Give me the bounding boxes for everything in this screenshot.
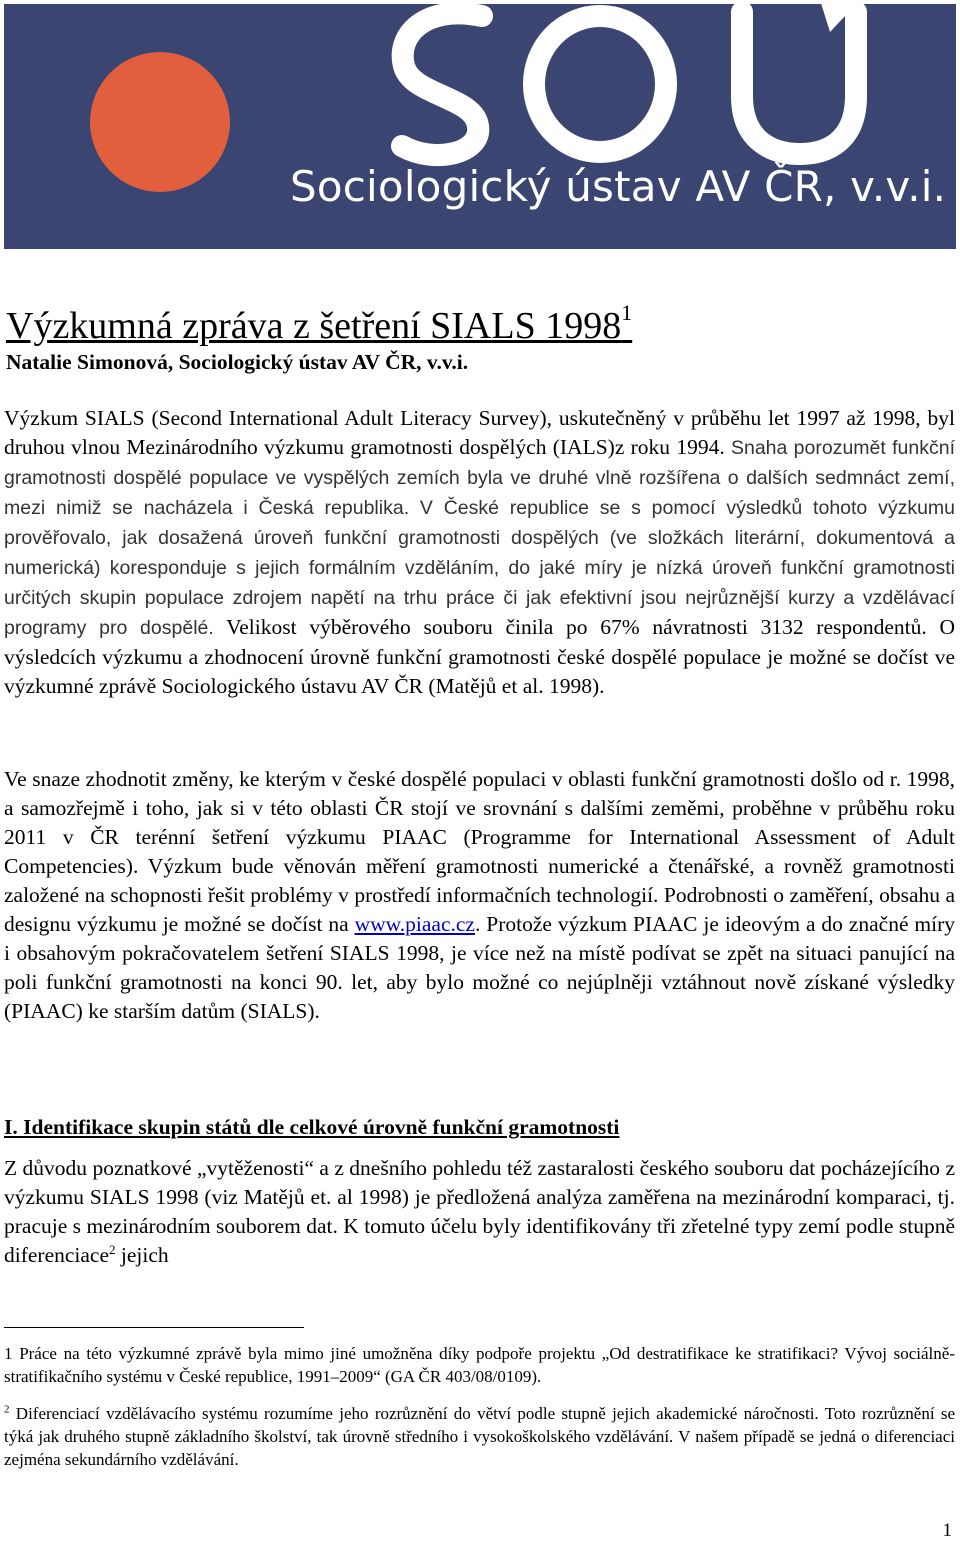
section-paragraph: [4, 1154, 955, 1270]
report-title: [6, 302, 632, 350]
footnote-2: [4, 1402, 955, 1471]
footnote-2-number: 2: [4, 1403, 10, 1416]
page-number: 1: [942, 1520, 952, 1541]
piaac-paragraph: [4, 765, 955, 1026]
title-text: Výzkumná zpráva z šetření SIALS 1998: [6, 305, 622, 347]
footnote-ref-2[interactable]: 2: [109, 1241, 116, 1257]
section-text-before: Z důvodu poznatkové „vytěženosti“ a z dnešního pohledu též zastaralosti českého souboru dat pocházejícího z výzkumu SIALS 1998 (viz Matějů et. al 1998) je předložená analýza zaměřena na mezinárodní komparaci, tj. pracuje s mezinárodním souborem dat. K tomuto účelu byly identifikovány tři zřetelné typy zemí podle stupně diferenciace: [4, 1156, 955, 1267]
section-heading: I. Identifikace skupin států dle celkové úrovně funkční gramotnosti: [4, 1115, 620, 1139]
footnote-divider: [4, 1327, 304, 1328]
author-line: Natalie Simonová, Sociologický ústav AV ČR, v.v.i.: [6, 350, 469, 374]
org-name: Sociologický ústav AV ČR, v.v.i.: [290, 162, 947, 211]
footnote-1-number: 1: [4, 1344, 13, 1363]
footnote-2-text: Diferenciací vzdělávacího systému rozumíme jeho rozrůznění do větví podle stupně jejich akademické náročnosti. Toto rozrůznění se týká jak druhého stupně základního školství, tak úrovně středního i vysokoškolského vzdělávání. V našem případě se jedná o diferenciaci zejména sekundárního vzdělávání.: [4, 1404, 955, 1469]
intro-sentence-3: Velikost výběrového souboru činila po 67% návratnosti 3132 respondentů. O výsledcích výzkumu a zhodnocení úrovně funkční gramotnosti české dospělé populace je možné se dočíst ve výzkumné zprávě Sociologického ústavu AV ČR (Matějů et al. 1998).: [4, 615, 955, 698]
footnote-1-text: Práce na této výzkumné zprávě byla mimo jiné umožněna díky podpoře projektu „Od destratifikace ke stratifikaci? Vývoj sociálně-stratifikačního systému v České republice, 1991–2009“ (GA ČR 403/08/0109).: [4, 1344, 955, 1386]
intro-paragraph: [4, 404, 955, 701]
piaac-link[interactable]: www.piaac.cz: [354, 912, 475, 936]
piaac-text-before: Ve snaze zhodnotit změny, ke kterým v české dospělé populaci v oblasti funkční gramotnosti došlo od r. 1998, a samozřejmě i toho, jak si v této oblasti ČR stojí ve srovnání s dalšími zeměmi, proběhne v průběhu roku 2011 v ČR terénní šetření výzkumu PIAAC (Programme for International Assessment of Adult Competencies). Výzkum bude věnován měření gramotnosti numerické a čtenářské, a rovněž gramotnosti založené na schopnosti řešit problémy v prostředí informačních technologií. Podrobnosti o zaměření, obsahu a designu výzkumu je možné se dočíst na: [4, 767, 955, 936]
footnote-1: [4, 1342, 955, 1388]
header-banner: [4, 4, 956, 249]
intro-sentence-2: Snaha porozumět funkční gramotnosti dospělé populace ve vyspělých zemích byla ve druhé vlně rozšířena o dalších sedmnáct zemí, mezi nimiž se nacházela i Česká republika. V České republice se s pomocí výsledků tohoto výzkumu prověřovalo, jak dosažená úroveň funkční gramotnosti dospělých (ve složkách literární, dokumentová a numerická) koresponduje s jejich formálním vzděláním, do jaké míry je nízká úroveň funkční gramotnosti určitých skupin populace zdrojem napětí na trhu práce či jak efektivní jsou nejrůznější kurzy a vzdělávací programy pro dospělé.: [4, 437, 955, 639]
section-text-after: jejich: [115, 1243, 169, 1267]
sou-logo-mark: [4, 4, 956, 249]
intro-sentence-1: Výzkum SIALS (Second International Adult Literacy Survey), uskutečněný v průběhu let 1997 až 1998, byl druhou vlnou Mezinárodního výzkumu gramotnosti dospělých (IALS)z roku 1994.: [4, 406, 955, 459]
piaac-text-after: . Protože výzkum PIAAC je ideovým a do značné míry i obsahovým pokračovatelem šetření SIALS 1998, je více než na místě podívat se zpět na situaci panující na poli funkční gramotnosti na konci 90. let, aby bylo možné co nejúplněji vztáhnout nově získané výsledky (PIAAC) ke starším datům (SIALS).: [4, 912, 955, 1023]
title-footnote-ref[interactable]: 1: [621, 300, 633, 325]
